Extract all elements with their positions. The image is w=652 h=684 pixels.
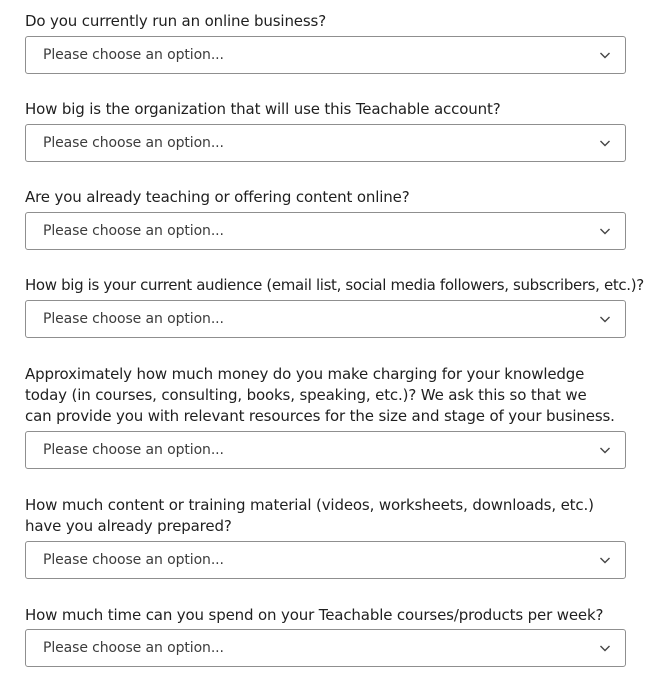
audience-size-select[interactable] xyxy=(25,300,626,338)
select-value: Please choose an option... xyxy=(43,223,224,239)
question-label: Are you already teaching or offering content online? xyxy=(25,188,410,206)
select-value: Please choose an option... xyxy=(43,552,224,568)
chevron-down-icon xyxy=(599,138,611,148)
select-value: Please choose an option... xyxy=(43,442,224,458)
chevron-down-icon xyxy=(599,314,611,324)
question-label: How much time can you spend on your Teachable courses/products per week? xyxy=(25,606,604,624)
chevron-down-icon xyxy=(599,445,611,455)
select-value: Please choose an option... xyxy=(43,311,224,327)
knowledge-revenue-select[interactable] xyxy=(25,431,626,469)
time-per-week-select[interactable] xyxy=(25,629,626,667)
question-label: Do you currently run an online business? xyxy=(25,12,327,30)
select-value: Please choose an option... xyxy=(43,47,224,63)
content-prepared-select[interactable] xyxy=(25,541,626,579)
question-content-prepared xyxy=(25,495,626,568)
question-label: Approximately how much money do you make charging for your knowledge today (in courses, consulting, books, speaking, etc.)? We ask this so that we can provide you with relevant resources for the size and stage of your business. xyxy=(25,365,615,425)
select-value: Please choose an option... xyxy=(43,640,224,656)
question-teaching-online xyxy=(25,187,626,239)
online-business-select[interactable] xyxy=(25,36,626,74)
chevron-down-icon xyxy=(599,50,611,60)
question-audience-size xyxy=(25,275,644,327)
teaching-online-select[interactable] xyxy=(25,212,626,250)
organization-size-select[interactable] xyxy=(25,124,626,162)
chevron-down-icon xyxy=(599,555,611,565)
question-label: How big is the organization that will use this Teachable account? xyxy=(25,100,501,118)
select-value: Please choose an option... xyxy=(43,135,224,151)
question-knowledge-revenue xyxy=(25,364,626,458)
chevron-down-icon xyxy=(599,226,611,236)
question-label: How much content or training material (videos, worksheets, downloads, etc.) have you already prepared? xyxy=(25,496,594,535)
question-organization-size xyxy=(25,99,626,151)
question-time-per-week xyxy=(25,605,626,656)
chevron-down-icon xyxy=(599,643,611,653)
question-online-business xyxy=(25,11,626,63)
question-label: How big is your current audience (email list, social media followers, subscribers, etc.)? xyxy=(25,276,644,294)
